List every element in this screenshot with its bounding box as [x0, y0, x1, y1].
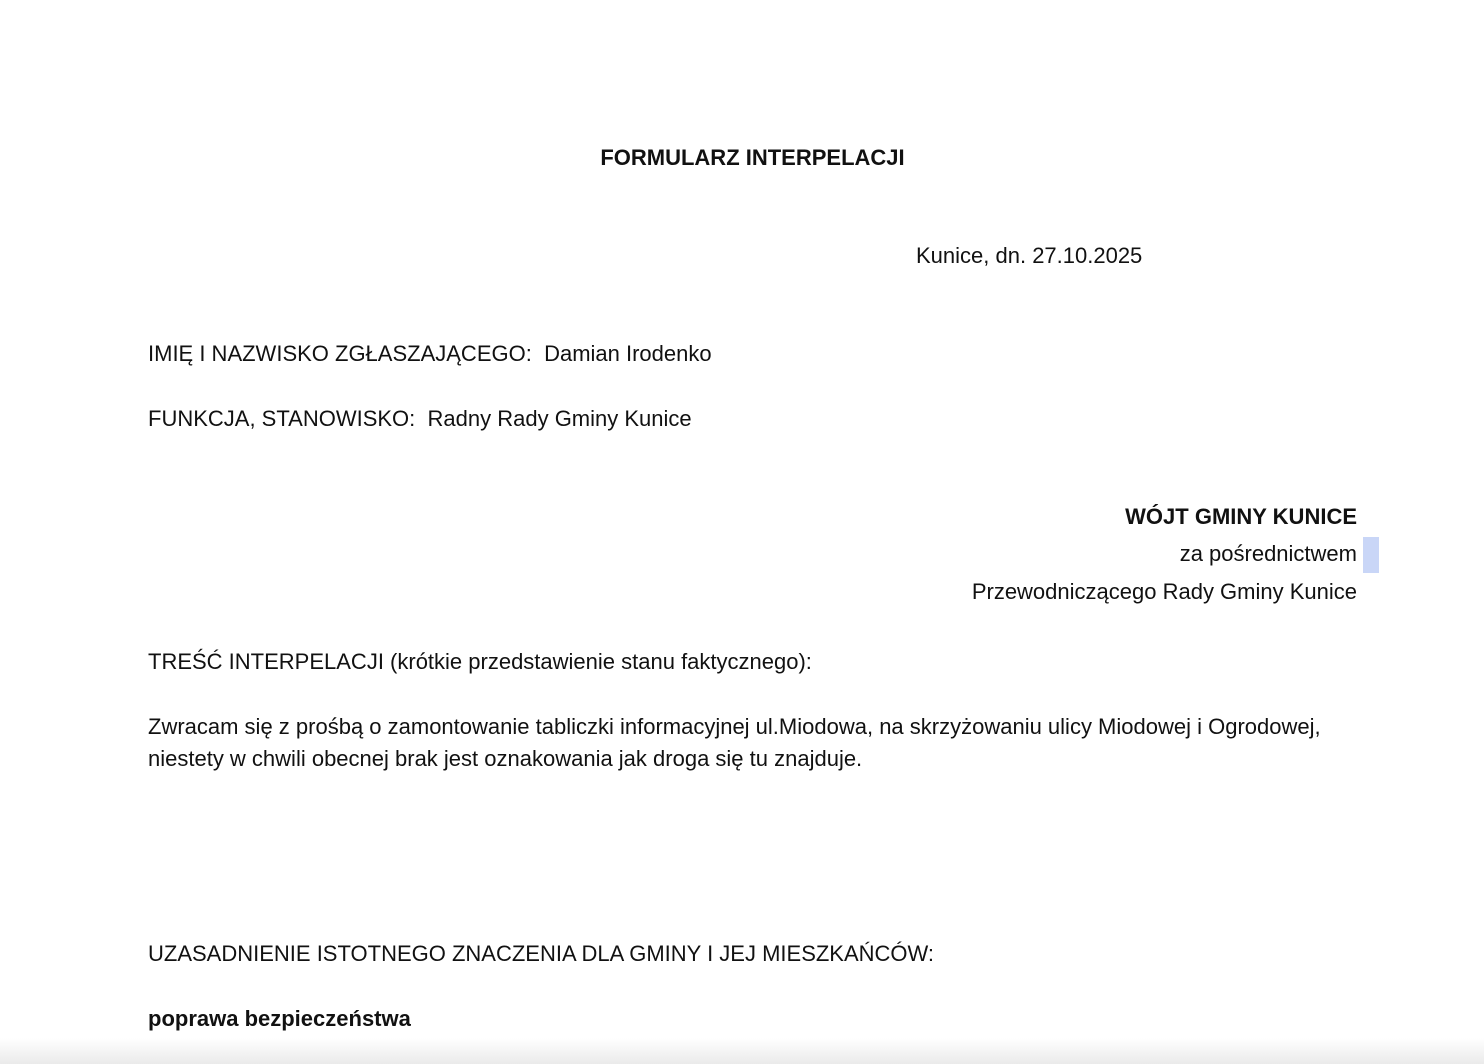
document-title: FORMULARZ INTERPELACJI [600, 145, 905, 170]
addressee-line-2: za pośrednictwem [1179, 541, 1357, 566]
position-value[interactable]: Radny Rady Gminy Kunice [427, 406, 692, 431]
page-bottom-edge [0, 1038, 1484, 1064]
addressee-line-3: Przewodniczącego Rady Gminy Kunice [971, 579, 1357, 604]
date-line: Kunice, dn. 27.10.2025 [916, 243, 1143, 268]
position-field [148, 403, 692, 435]
justification-value[interactable]: poprawa bezpieczeństwa [148, 1006, 411, 1031]
addressee-line-1: WÓJT GMINY KUNICE [1125, 504, 1357, 529]
submitter-label: IMIĘ I NAZWISKO ZGŁASZAJĄCEGO: [148, 341, 532, 366]
content-label: TREŚĆ INTERPELACJI (krótkie przedstawienie stanu faktycznego): [148, 649, 812, 674]
justification-label: UZASADNIENIE ISTOTNEGO ZNACZENIA DLA GMINY I JEJ MIESZKAŃCÓW: [148, 941, 935, 966]
submitter-field [148, 338, 712, 370]
position-label: FUNKCJA, STANOWISKO: [148, 406, 416, 431]
text-cursor-highlight [1363, 537, 1379, 573]
content-text[interactable]: Zwracam się z prośbą o zamontowanie tabliczki informacyjnej ul.Miodowa, na skrzyżowaniu ulicy Miodowej i Ogrodowej, niestety w chwili obecnej brak jest oznakowania jak droga się tu znajduje. [148, 714, 1321, 771]
submitter-value[interactable]: Damian Irodenko [544, 341, 712, 366]
